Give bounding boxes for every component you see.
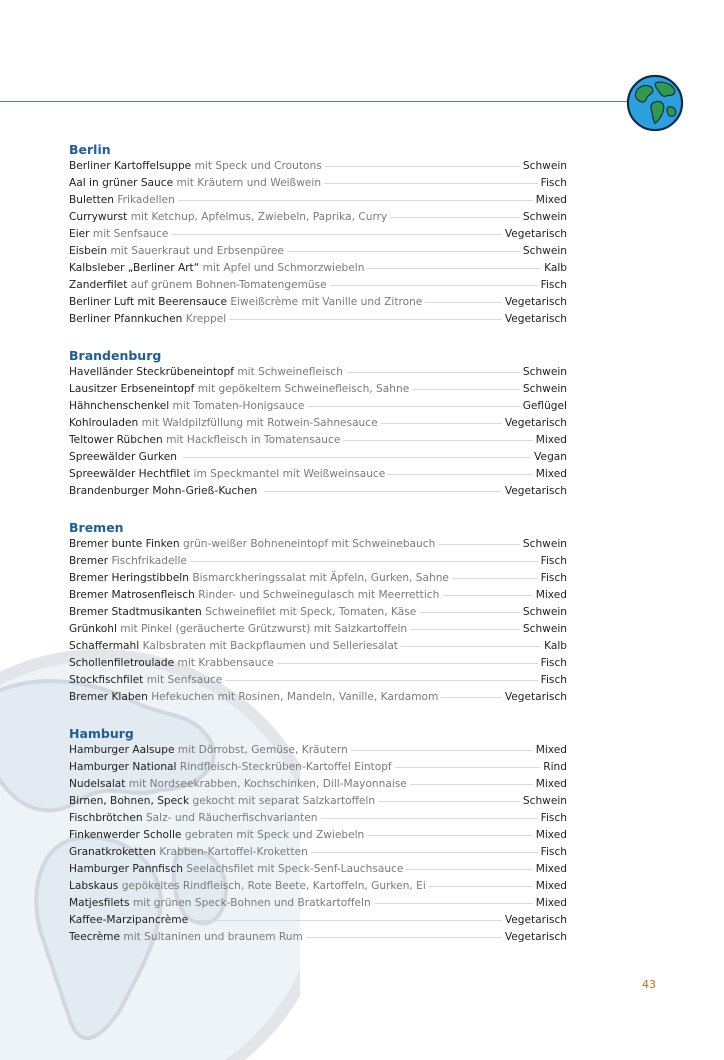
menu-item-row [69, 277, 567, 294]
leader-line [410, 629, 520, 630]
dish-name: Bremer Matrosenfleisch [69, 589, 195, 601]
menu-item-row [69, 689, 567, 706]
leader-line [311, 852, 538, 853]
menu-item-row [69, 861, 567, 878]
section-title: Brandenburg [69, 348, 162, 363]
dish-name: Matjesfilets [69, 897, 130, 909]
leader-line [441, 697, 501, 698]
dish-description: grün-weißer Bohneneintopf mit Schweinebauch [183, 538, 436, 550]
dish-category: Mixed [535, 863, 567, 875]
dish-category: Schwein [522, 160, 567, 172]
dish-category: Schwein [522, 623, 567, 635]
leader-line [264, 491, 502, 492]
dish-description: mit grünen Speck-Bohnen und Bratkartoffeln [132, 897, 371, 909]
dish-category: Mixed [535, 897, 567, 909]
dish-name: Eisbein [69, 245, 108, 257]
leader-line [324, 183, 538, 184]
menu-item-row [69, 912, 567, 929]
dish-name: Fischbrötchen [69, 812, 143, 824]
dish-name: Stockfischfilet [69, 674, 144, 686]
section-berlin [69, 141, 567, 328]
dish-name: Finkenwerder Scholle [69, 829, 182, 841]
dish-category: Vegetarisch [504, 296, 567, 308]
leader-line [229, 319, 502, 320]
dish-name: Bremer Heringstibbeln [69, 572, 189, 584]
dish-description: Eiweißcrème mit Vanille und Zitrone [230, 296, 423, 308]
dish-name: Berliner Pfannkuchen [69, 313, 183, 325]
leader-line [381, 423, 502, 424]
dish-name: Hamburger Aalsupe [69, 744, 175, 756]
menu-item-row [69, 432, 567, 449]
dish-category: Vegetarisch [504, 914, 567, 926]
leader-line [378, 801, 520, 802]
leader-line [195, 920, 502, 921]
leader-line [307, 406, 519, 407]
dish-category: Fisch [540, 674, 567, 686]
leader-line [388, 474, 532, 475]
dish-description: mit Tomaten-Honigsauce [172, 400, 305, 412]
leader-line [171, 234, 501, 235]
leader-line [406, 869, 532, 870]
section-bremen [69, 519, 567, 706]
dish-description: mit Krabbensauce [177, 657, 274, 669]
dish-category: Fisch [540, 572, 567, 584]
leader-line [438, 544, 520, 545]
dish-name: Hamburger National [69, 761, 177, 773]
dish-name: Hähnchenschenkel [69, 400, 170, 412]
dish-name: Grünkohl [69, 623, 117, 635]
menu-item-row [69, 810, 567, 827]
dish-category: Schwein [522, 383, 567, 395]
dish-category: Schwein [522, 366, 567, 378]
menu-item-row [69, 381, 567, 398]
dish-name: Teltower Rübchen [69, 434, 163, 446]
dish-name: Spreewälder Gurken [69, 451, 177, 463]
menu-item-row [69, 243, 567, 260]
dish-description: Seelachsfilet mit Speck-Senf-Lauchsauce [186, 863, 404, 875]
dish-description: mit Schweinefleisch [237, 366, 343, 378]
dish-description: mit Ketchup, Apfelmus, Zwiebeln, Paprika, Curry [130, 211, 388, 223]
leader-line [374, 903, 533, 904]
dish-category: Vegetarisch [504, 691, 567, 703]
leader-line [178, 200, 533, 201]
dish-description: Fischfrikadelle [111, 555, 187, 567]
dish-category: Vegetarisch [504, 313, 567, 325]
leader-line [425, 302, 501, 303]
dish-category: Rind [543, 761, 567, 773]
dish-description: mit Sauerkraut und Erbsenpüree [110, 245, 284, 257]
dish-name: Havelländer Steckrübeneintopf [69, 366, 234, 378]
section-title: Bremen [69, 520, 124, 535]
menu-item-row [69, 638, 567, 655]
dish-description: gekocht mit separat Salzkartoffeln [192, 795, 376, 807]
dish-category: Fisch [540, 846, 567, 858]
dish-description: Rinder- und Schweinegulasch mit Meerrettich [198, 589, 440, 601]
dish-category: Vegetarisch [504, 417, 567, 429]
leader-line [367, 835, 532, 836]
dish-name: Schollenfiletroulade [69, 657, 175, 669]
menu-item-row [69, 226, 567, 243]
dish-category: Fisch [540, 812, 567, 824]
dish-category: Mixed [535, 468, 567, 480]
menu-item-row [69, 742, 567, 759]
leader-line [351, 750, 533, 751]
menu-item-row [69, 192, 567, 209]
dish-name: Lausitzer Erbseneintopf [69, 383, 195, 395]
dish-description: Bismarckheringssalat mit Äpfeln, Gurken, Sahne [192, 572, 449, 584]
dish-name: Brandenburger Mohn-Grieß-Kuchen [69, 485, 258, 497]
dish-name: Bremer Klaben [69, 691, 148, 703]
dish-description: mit gepökeltem Schweinefleisch, Sahne [197, 383, 410, 395]
dish-description: Hefekuchen mit Rosinen, Mandeln, Vanille, Kardamom [151, 691, 439, 703]
menu-item-row [69, 415, 567, 432]
dish-name: Berliner Luft mit Beerensauce [69, 296, 227, 308]
dish-description: Rindfleisch-Steckrüben-Kartoffel Eintopf [179, 761, 392, 773]
dish-category: Mixed [535, 880, 567, 892]
dish-name: Teecrème [69, 931, 121, 943]
menu-item-row [69, 844, 567, 861]
dish-name: Kaffee-Marzipancrème [69, 914, 189, 926]
dish-category: Mixed [535, 434, 567, 446]
dish-category: Kalb [544, 640, 567, 652]
menu-item-row [69, 587, 567, 604]
menu-item-row [69, 175, 567, 192]
dish-category: Mixed [535, 589, 567, 601]
dish-description: mit Sultaninen und braunem Rum [123, 931, 303, 943]
menu-item-row [69, 466, 567, 483]
leader-line [367, 268, 541, 269]
globe-icon [626, 74, 684, 132]
dish-description: mit Nordseekrabben, Kochschinken, Dill-Mayonnaise [128, 778, 407, 790]
dish-name: Kalbsleber „Berliner Art“ [69, 262, 200, 274]
dish-category: Schwein [522, 538, 567, 550]
dish-category: Schwein [522, 245, 567, 257]
menu-item-row [69, 570, 567, 587]
dish-name: Kohlrouladen [69, 417, 139, 429]
dish-description: Krabben-Kartoffel-Kroketten [159, 846, 308, 858]
menu-item-row [69, 553, 567, 570]
dish-category: Fisch [540, 657, 567, 669]
dish-name: Nudelsalat [69, 778, 126, 790]
dish-description: mit Senfsauce [92, 228, 169, 240]
menu-item-row [69, 929, 567, 946]
leader-line [306, 937, 502, 938]
leader-line [401, 646, 541, 647]
dish-description: mit Kräutern und Weißwein [176, 177, 322, 189]
leader-line [442, 595, 532, 596]
header-rule [0, 101, 628, 102]
dish-description: auf grünem Bohnen-Tomatengemüse [130, 279, 327, 291]
dish-description: im Speckmantel mit Weißweinsauce [193, 468, 386, 480]
dish-description: mit Hackfleisch in Tomatensauce [166, 434, 341, 446]
leader-line [277, 663, 538, 664]
dish-name: Currywurst [69, 211, 128, 223]
leader-line [395, 767, 541, 768]
menu-item-row [69, 449, 567, 466]
menu-content [69, 141, 567, 965]
dish-name: Buletten [69, 194, 114, 206]
dish-name: Schaffermahl [69, 640, 140, 652]
leader-line [412, 389, 520, 390]
dish-category: Schwein [522, 606, 567, 618]
dish-category: Mixed [535, 829, 567, 841]
menu-item-row [69, 655, 567, 672]
leader-line [287, 251, 520, 252]
dish-name: Birnen, Bohnen, Speck [69, 795, 190, 807]
menu-item-row [69, 294, 567, 311]
menu-item-row [69, 209, 567, 226]
dish-description: gebraten mit Speck und Zwiebeln [184, 829, 365, 841]
dish-name: Berliner Kartoffelsuppe [69, 160, 192, 172]
dish-category: Schwein [522, 795, 567, 807]
dish-name: Zanderfilet [69, 279, 128, 291]
dish-name: Bremer [69, 555, 109, 567]
dish-description: Frikadellen [117, 194, 175, 206]
menu-item-row [69, 398, 567, 415]
menu-item-row [69, 260, 567, 277]
dish-category: Schwein [522, 211, 567, 223]
dish-category: Vegan [534, 451, 567, 463]
dish-category: Mixed [535, 744, 567, 756]
menu-item-row [69, 483, 567, 500]
menu-item-row [69, 776, 567, 793]
dish-category: Geflügel [522, 400, 567, 412]
menu-item-row [69, 827, 567, 844]
section-hamburg [69, 725, 567, 946]
dish-description: mit Waldpilzfüllung mit Rotwein-Sahnesauce [141, 417, 378, 429]
dish-description: Kalbsbraten mit Backpflaumen und Selleriesalat [142, 640, 398, 652]
dish-name: Bremer bunte Finken [69, 538, 180, 550]
dish-description: mit Speck und Croutons [194, 160, 322, 172]
page-number: 43 [642, 978, 656, 991]
dish-description: mit Senfsauce [146, 674, 223, 686]
menu-item-row [69, 158, 567, 175]
leader-line [321, 818, 538, 819]
menu-item-row [69, 672, 567, 689]
dish-description: mit Apfel und Schmorzwiebeln [202, 262, 365, 274]
dish-description: gepökeltes Rindfleisch, Rote Beete, Kartoffeln, Gurken, Ei [121, 880, 426, 892]
leader-line [410, 784, 533, 785]
leader-line [346, 372, 520, 373]
menu-item-row [69, 895, 567, 912]
dish-name: Labskaus [69, 880, 119, 892]
dish-category: Fisch [540, 279, 567, 291]
dish-name: Granatkroketten [69, 846, 156, 858]
dish-category: Vegetarisch [504, 931, 567, 943]
dish-name: Aal in grüner Sauce [69, 177, 174, 189]
dish-description: mit Dörrobst, Gemüse, Kräutern [177, 744, 348, 756]
section-title: Berlin [69, 142, 111, 157]
dish-description: Salz- und Räucherfischvarianten [145, 812, 318, 824]
leader-line [190, 561, 538, 562]
leader-line [225, 680, 537, 681]
dish-description: Kreppel [185, 313, 227, 325]
leader-line [419, 612, 520, 613]
leader-line [343, 440, 532, 441]
leader-line [429, 886, 533, 887]
menu-item-row [69, 604, 567, 621]
menu-item-row [69, 311, 567, 328]
menu-item-row [69, 759, 567, 776]
dish-category: Fisch [540, 555, 567, 567]
leader-line [330, 285, 538, 286]
dish-category: Mixed [535, 194, 567, 206]
dish-name: Spreewälder Hechtfilet [69, 468, 191, 480]
dish-category: Vegetarisch [504, 485, 567, 497]
leader-line [390, 217, 520, 218]
dish-name: Bremer Stadtmusikanten [69, 606, 202, 618]
dish-description: Schweinefilet mit Speck, Tomaten, Käse [205, 606, 417, 618]
menu-item-row [69, 364, 567, 381]
dish-category: Fisch [540, 177, 567, 189]
dish-name: Hamburger Pannfisch [69, 863, 183, 875]
menu-item-row [69, 793, 567, 810]
leader-line [183, 457, 531, 458]
menu-item-row [69, 621, 567, 638]
leader-line [325, 166, 520, 167]
leader-line [452, 578, 538, 579]
dish-name: Eier [69, 228, 90, 240]
dish-description: mit Pinkel (geräucherte Grützwurst) mit Salzkartoffeln [120, 623, 408, 635]
section-brandenburg [69, 347, 567, 500]
dish-category: Vegetarisch [504, 228, 567, 240]
section-title: Hamburg [69, 726, 134, 741]
menu-item-row [69, 878, 567, 895]
menu-item-row [69, 536, 567, 553]
dish-category: Mixed [535, 778, 567, 790]
dish-category: Kalb [544, 262, 567, 274]
